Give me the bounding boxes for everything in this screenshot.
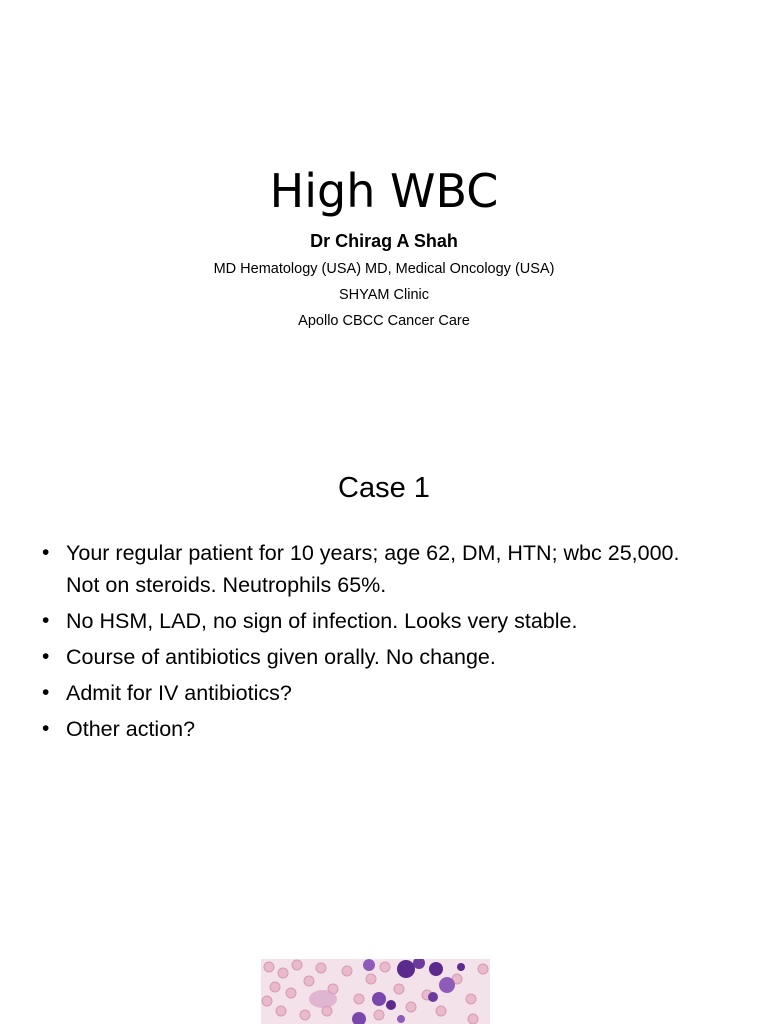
bullet-text: Other action?: [66, 717, 196, 741]
author-name: Dr Chirag A Shah: [310, 231, 458, 251]
blood-smear-graphic: [261, 959, 490, 1024]
bullet-icon: •: [42, 645, 50, 668]
bullet-icon: •: [42, 541, 50, 564]
list-item: [40, 537, 680, 601]
bullet-icon: •: [42, 681, 50, 704]
case-bullet-list: [40, 537, 680, 749]
case-title: Case 1: [338, 472, 430, 504]
list-item: [40, 677, 680, 709]
list-item: [40, 713, 680, 745]
bullet-icon: •: [42, 609, 50, 632]
bullet-text: Your regular patient for 10 years; age 62, DM, HTN; wbc 25,000. Not on steroids. Neutrophils 65%.: [66, 541, 680, 597]
blood-smear-image: [261, 959, 490, 1024]
bullet-text: Course of antibiotics given orally. No change.: [66, 645, 496, 669]
slide-title: High WBC: [269, 164, 499, 218]
bullet-text: No HSM, LAD, no sign of infection. Looks very stable.: [66, 609, 578, 633]
list-item: [40, 605, 680, 637]
clinic-name: SHYAM Clinic: [339, 287, 429, 303]
affiliation: Apollo CBCC Cancer Care: [298, 313, 470, 329]
bullet-icon: •: [42, 717, 50, 740]
bullet-text: Admit for IV antibiotics?: [66, 681, 292, 705]
author-credentials: MD Hematology (USA) MD, Medical Oncology (USA): [213, 261, 555, 277]
list-item: [40, 641, 680, 673]
